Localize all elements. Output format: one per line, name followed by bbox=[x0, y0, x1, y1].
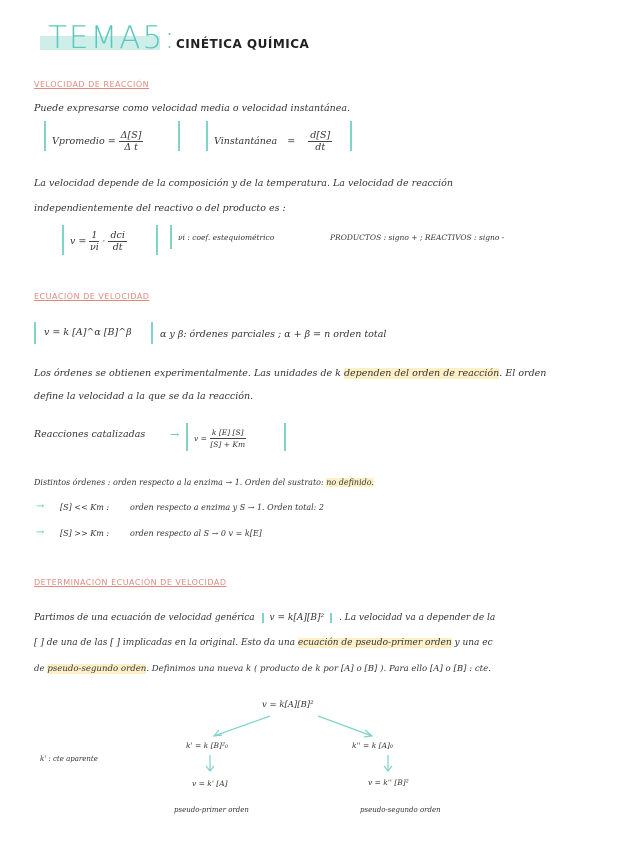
bullet2-a: [S] >> Km : bbox=[60, 529, 110, 538]
vinst-label: Vinstantánea bbox=[214, 136, 278, 147]
s3-l3-a: de bbox=[34, 664, 45, 674]
tree-right-label: pseudo-segundo orden bbox=[360, 806, 441, 814]
mm-num: k [E] [S] bbox=[211, 428, 244, 437]
orders-line-highlight: no definido. bbox=[326, 478, 374, 487]
s3-l1-eq: v = k[A][B]² bbox=[262, 613, 333, 623]
tree-left-branch bbox=[214, 716, 270, 736]
vmedia-label: Vpromedio = bbox=[52, 136, 116, 147]
mm-den: [S] + Km bbox=[210, 440, 246, 449]
bullet1-b: orden respecto a enzima y S → 1. Orden total: 2 bbox=[130, 503, 324, 512]
signs-note: PRODUCTOS : signo + ; REACTIVOS : signo - bbox=[330, 233, 505, 242]
tree-left-k: k' = k [B]²₀ bbox=[186, 741, 228, 750]
v-dot: · bbox=[102, 236, 106, 247]
vmedia-num: Δ[S] bbox=[120, 130, 142, 141]
tree-right-branch bbox=[318, 716, 372, 736]
s3-l2-a: [ ] de una de las [ ] implicadas en la original. Esto da una bbox=[34, 638, 295, 648]
v-frac1-den: νi bbox=[89, 242, 99, 253]
tree-left-v: v = k' [A] bbox=[192, 779, 228, 788]
page-title: TEMA5: bbox=[48, 20, 177, 56]
tree-root: v = k[A][B]² bbox=[262, 700, 314, 710]
vinst-den: dt bbox=[315, 142, 326, 153]
s2-p1-line1-a: Los órdenes se obtienen experimentalmente. Las unidades de k bbox=[34, 368, 341, 379]
vmedia-den: Δ t bbox=[124, 142, 138, 153]
s3-l2-b: y una ec bbox=[454, 638, 493, 648]
section-ecuacion-title: ECUACIÓN DE VELOCIDAD bbox=[34, 292, 150, 301]
s1-intro: Puede expresarse como velocidad media o velocidad instantánea. bbox=[34, 103, 351, 114]
vinst-eq: = bbox=[287, 136, 296, 147]
s2-p1-line1-b: . El orden bbox=[499, 368, 547, 379]
s3-l1-a: Partimos de una ecuación de velocidad genérica bbox=[34, 613, 255, 623]
catalyzed-arrow-icon: → bbox=[170, 428, 180, 441]
catalyzed-label: Reacciones catalizadas bbox=[34, 429, 146, 440]
tree-right-v: v = k'' [B]² bbox=[368, 778, 409, 787]
vinst-num: d[S] bbox=[310, 130, 331, 141]
s3-l2-highlight: ecuación de pseudo-primer orden bbox=[297, 638, 452, 648]
s1-para-line1: La velocidad depende de la composición y de la temperatura. La velocidad de reacción bbox=[34, 178, 453, 189]
v-frac2-den: dt bbox=[112, 242, 123, 253]
s2-p1-line1-highlight: dependen del orden de reacción bbox=[343, 368, 500, 379]
v-frac1-num: 1 bbox=[91, 230, 98, 241]
page-subtitle: CINÉTICA QUÍMICA bbox=[176, 37, 310, 51]
s3-l3-b: . Definimos una nueva k ( producto de k por [A] o [B] ). Para ello [A] o [B] : cte. bbox=[146, 664, 491, 674]
bullet2-arrow-icon: → bbox=[36, 527, 45, 538]
mm-v: v = bbox=[194, 434, 207, 443]
v-frac2-num: dci bbox=[110, 230, 125, 241]
s2-p1-line2: define la velocidad a la que se da la reacción. bbox=[34, 391, 254, 402]
bullet1-a: [S] << Km : bbox=[60, 503, 110, 512]
section-determinacion-title: DETERMINACIÓN ECUACIÓN DE VELOCIDAD bbox=[34, 578, 227, 587]
rate-eq: v = k [A]^α [B]^β bbox=[44, 327, 132, 338]
orders-note: α y β: órdenes parciales ; α + β = n orden total bbox=[160, 329, 387, 340]
s1-para-line2: independientemente del reactivo o del producto es : bbox=[34, 203, 286, 214]
section-velocidad-title: VELOCIDAD DE REACCIÓN bbox=[34, 80, 150, 89]
bullet2-b: orden respecto al S → 0 v = k[E] bbox=[130, 529, 262, 538]
v-label: v = bbox=[70, 236, 87, 247]
s3-l3-highlight: pseudo-segundo orden bbox=[47, 664, 147, 674]
tree-left-label: pseudo-primer orden bbox=[174, 806, 249, 814]
s3-l1-b: . La velocidad va a depender de la bbox=[339, 613, 496, 623]
orders-line-a: Distintos órdenes : orden respecto a la enzima → 1. Orden del sustrato: bbox=[34, 478, 324, 487]
nu-note: νi : coef. estequiométrico bbox=[178, 233, 275, 242]
tree-side-note: k' : cte aparente bbox=[40, 755, 98, 763]
bullet1-arrow-icon: → bbox=[36, 501, 45, 512]
tree-right-k: k'' = k [A]₀ bbox=[352, 741, 393, 750]
